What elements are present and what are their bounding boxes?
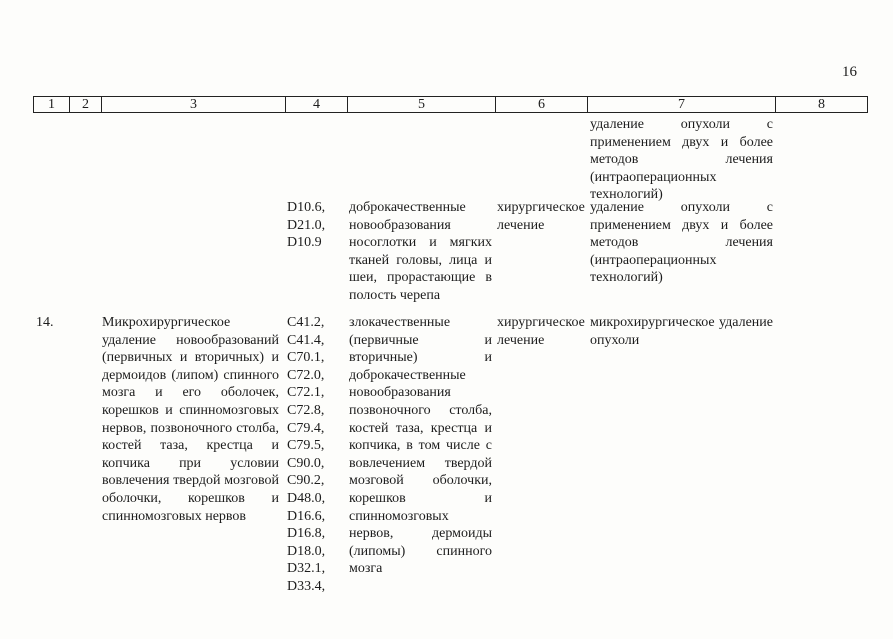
code: D10.6, — [287, 200, 326, 215]
code: C90.0, — [287, 455, 325, 471]
code: C72.0, — [287, 367, 325, 383]
header-col-8: 8 — [776, 97, 868, 113]
row1-treatment-type: хирургическое лечение — [497, 200, 585, 233]
header-col-3: 3 — [102, 97, 286, 113]
code: D32.1, — [287, 561, 326, 577]
code: D48.0, — [287, 490, 326, 506]
table-header — [33, 96, 868, 113]
header-col-7: 7 — [588, 97, 776, 113]
page-number: 16 — [842, 64, 857, 80]
code: D21.0, — [287, 217, 326, 233]
code: C79.5, — [287, 438, 325, 454]
row1-diagnosis: доброкачественные новообразования носоглотки и мягких тканей головы, лица и шеи, прорастающие в полость черепа — [349, 200, 492, 303]
code: C41.4, — [287, 332, 325, 348]
header-col-4: 4 — [286, 97, 348, 113]
code: C41.2, — [287, 315, 325, 330]
header-col-6: 6 — [496, 97, 588, 113]
code: C79.4, — [287, 420, 325, 436]
code: C70.1, — [287, 350, 325, 366]
code: D33.4, — [287, 578, 326, 594]
row2-codes — [287, 314, 345, 596]
header-col-1: 1 — [34, 97, 70, 113]
row2-treatment-type: хирургическое лечение — [497, 315, 585, 348]
row2-number: 14. — [36, 315, 54, 330]
code: C90.2, — [287, 473, 325, 489]
code: D18.0, — [287, 543, 326, 559]
code: D10.9 — [287, 235, 322, 251]
row2-description: Микрохирургическое удаление новообразований (первичных и вторичных) и дермоидов (липом) спинного мозга и его оболочек, корешков и спинномозговых нервов, позвоночного столба, костей таза, крестца и копчика при условии вовлечения твердой мозговой оболочки, корешков и спинномозговых нервов — [102, 315, 279, 524]
code: D16.6, — [287, 508, 326, 524]
row1-method: удаление опухоли с применением двух и более методов лечения (интраоперационных технологий) — [590, 200, 773, 286]
row2-diagnosis: злокачественные (первичные и вторичные) и доброкачественные новообразования позвоночного столба, костей таза, крестца и копчика, в том числе с вовлечением твердой мозговой оболочки, корешков и спинномозговых нервов, дермоиды (липомы) спинного мозга — [349, 315, 492, 577]
row2-method: микрохирургическое удаление опухоли — [590, 315, 773, 348]
code: D16.8, — [287, 526, 326, 542]
header-col-2: 2 — [70, 97, 102, 113]
code: C72.8, — [287, 402, 325, 418]
row1-codes — [287, 199, 345, 252]
code: C72.1, — [287, 385, 325, 401]
continuation-method: удаление опухоли с применением двух и более методов лечения (интраоперационных технологий) — [590, 117, 773, 203]
header-col-5: 5 — [348, 97, 496, 113]
